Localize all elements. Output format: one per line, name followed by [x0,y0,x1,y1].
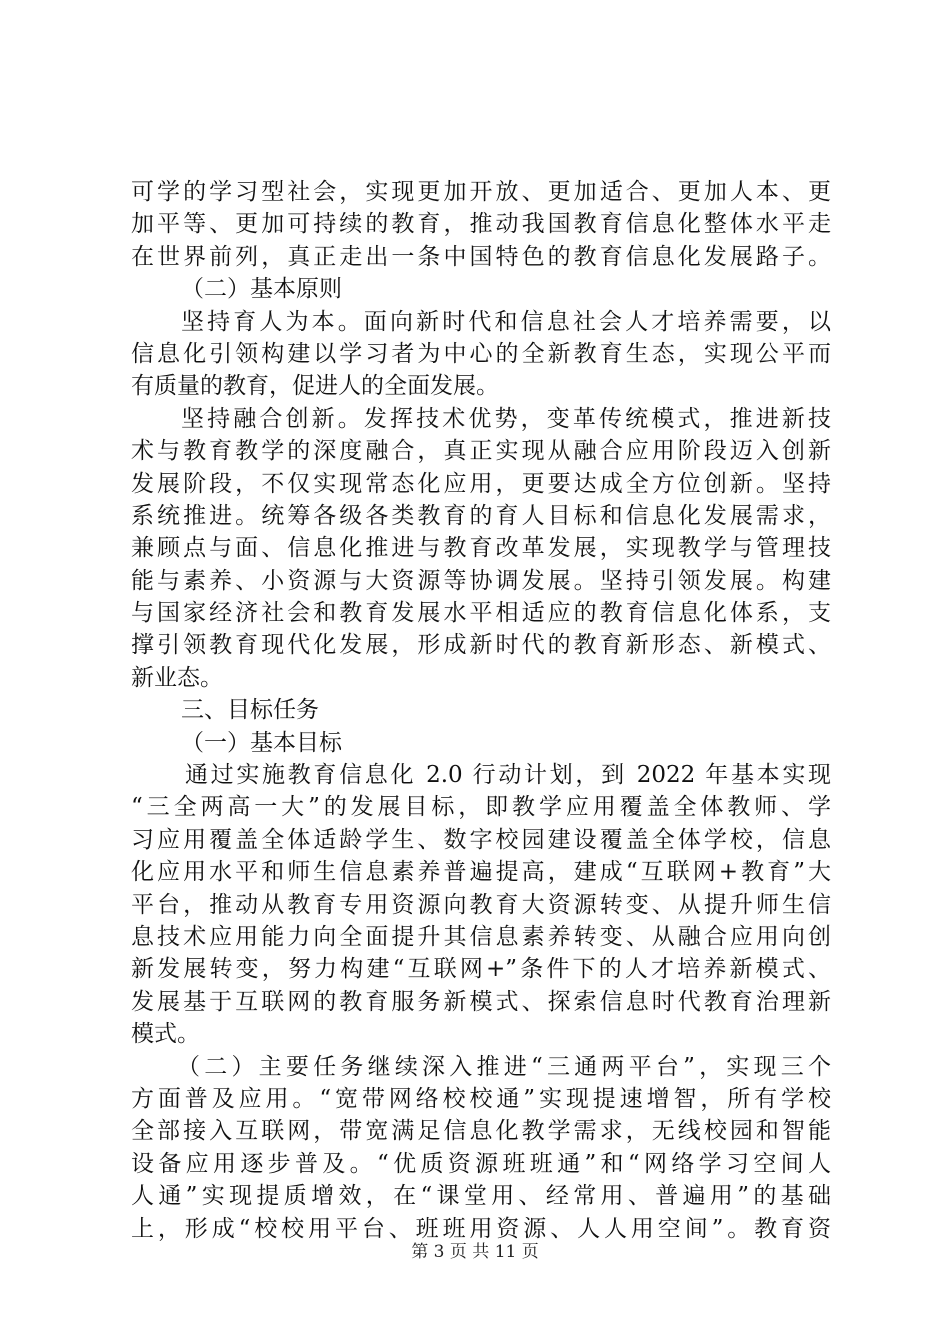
text-line: （二）基本原则 [181,276,342,303]
paragraph [131,306,831,403]
text-line: 平台，推动从教育专用资源向教育大资源转变、从提升师生信 [131,891,831,918]
section-heading [131,273,831,305]
text-line: 发展基于互联网的教育服务新模式、探索信息时代教育治理新 [131,988,831,1015]
text-line: 上，形成“校校用平台、班班用资源、人人用空间”。教育资 [131,1215,831,1242]
section-heading [131,727,831,759]
text-line: 可学的学习型社会，实现更加开放、更加适合、更加人本、更 [131,179,831,205]
text-line: 模式。 [131,1021,200,1048]
paragraph [131,176,831,273]
text-line: 全部接入互联网，带宽满足信息化教学需求，无线校园和智能 [131,1118,831,1145]
text-line: 习应用覆盖全体适龄学生、数字校园建设覆盖全体学校，信息 [131,826,831,853]
text-line: 三、目标任务 [181,697,319,724]
text-line: 兼顾点与面、信息化推进与教育改革发展，实现教学与管理技 [131,535,831,562]
text-line: 撑引领教育现代化发展，形成新时代的教育新形态、新模式、 [131,632,831,659]
text-line: 息技术应用能力向全面提升其信息素养转变、从融合应用向创 [131,923,831,950]
text-line: 发展阶段，不仅实现常态化应用，更要达成全方位创新。坚持 [131,470,831,497]
text-line: 坚持育人为本。面向新时代和信息社会人才培养需要，以 [181,308,831,335]
text-line: 坚持融合创新。发挥技术优势，变革传统模式，推进新技 [181,405,831,432]
text-line: 人通”实现提质增效，在“课堂用、经常用、普遍用”的基础 [131,1183,831,1210]
text-line: 设备应用逐步普及。“优质资源班班通”和“网络学习空间人 [131,1150,831,1177]
text-line: 有质量的教育，促进人的全面发展。 [131,373,499,400]
text-line: 化应用水平和师生信息素养普遍提高，建成“互联网+教育”大 [131,859,831,886]
text-line: 方面普及应用。“宽带网络校校通”实现提速增智，所有学校 [131,1085,831,1112]
text-line: 信息化引领构建以学习者为中心的全新教育生态，实现公平而 [131,340,831,367]
text-line: 新发展转变，努力构建“互联网+”条件下的人才培养新模式、 [131,956,831,983]
text-line: 能与素养、小资源与大资源等协调发展。坚持引领发展。构建 [131,567,831,594]
text-line: （二）主要任务继续深入推进“三通两平台”，实现三个 [177,1053,831,1080]
document-body [131,176,831,1245]
text-line: 通过实施教育信息化 2.0 行动计划，到 2022 年基本实现 [185,762,831,789]
paragraph [131,759,831,1051]
text-line: 在世界前列，真正走出一条中国特色的教育信息化发展路子。 [131,243,831,270]
text-line: 术与教育教学的深度融合，真正实现从融合应用阶段迈入创新 [131,438,831,465]
text-line: 新业态。 [131,664,223,691]
text-line: 与国家经济社会和教育发展水平相适应的教育信息化体系，支 [131,600,831,627]
page-footer: 第 3 页 共 11 页 [411,1242,539,1262]
paragraph [131,403,831,695]
paragraph [131,1051,831,1245]
text-line: 加平等、更加可持续的教育，推动我国教育信息化整体水平走 [131,211,831,238]
text-line: （一）基本目标 [181,729,342,756]
section-heading [131,694,831,726]
text-line: “三全两高一大”的发展目标，即教学应用覆盖全体教师、学 [131,794,831,821]
text-line: 系统推进。统筹各级各类教育的育人目标和信息化发展需求， [131,502,831,529]
